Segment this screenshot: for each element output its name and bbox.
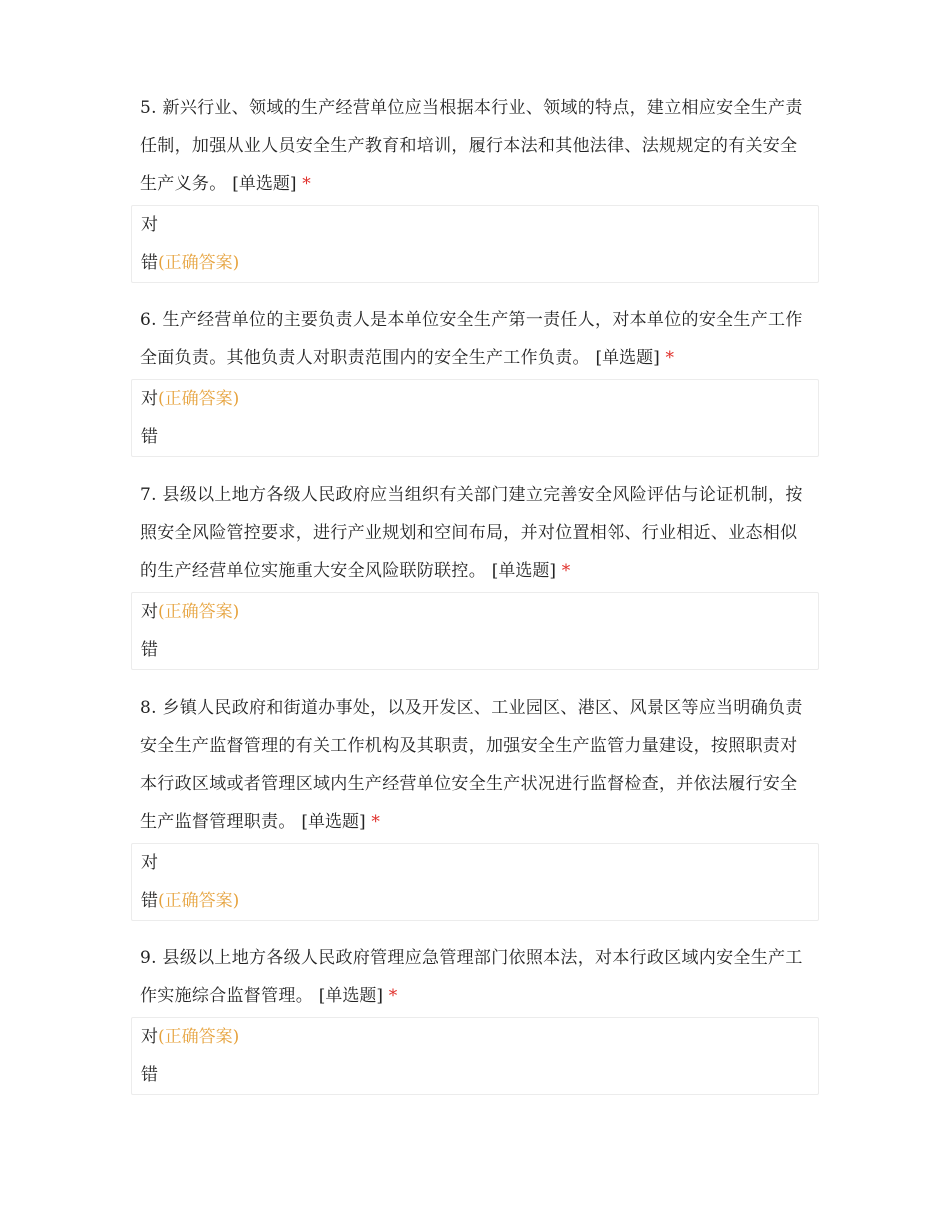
required-mark: * [561, 561, 571, 581]
question-type: [单选题] [301, 812, 366, 832]
options-box [131, 205, 819, 283]
option-true[interactable]: 对 [141, 215, 158, 235]
options-box [131, 592, 819, 670]
option-true[interactable]: 对(正确答案) [141, 1027, 240, 1047]
correct-answer-mark: (正确答案) [158, 389, 240, 409]
option-false[interactable]: 错 [141, 640, 158, 660]
option-false[interactable]: 错 [141, 1065, 158, 1085]
question-text: 8. 乡镇人民政府和街道办事处，以及开发区、工业园区、港区、风景区等应当明确负责安全生产监督管理的有关工作机构及其职责，加强安全生产监管力量建设，按照职责对本行政区域或者管理区域内生产经营单位安全生产状况进行监督检查，并依法履行安全生产监督管理职责。 [单选题] * [140, 698, 803, 832]
correct-answer-mark: (正确答案) [158, 602, 240, 622]
question-7 [131, 476, 819, 670]
options-box [131, 379, 819, 457]
question-6 [131, 301, 819, 457]
correct-answer-mark: (正确答案) [158, 253, 240, 273]
question-5 [131, 89, 819, 283]
question-text: 9. 县级以上地方各级人民政府管理应急管理部门依照本法，对本行政区域内安全生产工作实施综合监督管理。 [单选题] * [140, 948, 803, 1006]
required-mark: * [302, 174, 312, 194]
correct-answer-mark: (正确答案) [158, 891, 240, 911]
option-true[interactable]: 对(正确答案) [141, 602, 240, 622]
question-type: [单选题] [491, 561, 556, 581]
question-type: [单选题] [232, 174, 297, 194]
options-box [131, 843, 819, 921]
question-type: [单选题] [318, 986, 383, 1006]
question-text: 7. 县级以上地方各级人民政府应当组织有关部门建立完善安全风险评估与论证机制，按照安全风险管控要求，进行产业规划和空间布局，并对位置相邻、行业相近、业态相似的生产经营单位实施重大安全风险联防联控。 [单选题] * [140, 485, 803, 581]
required-mark: * [388, 986, 398, 1006]
correct-answer-mark: (正确答案) [158, 1027, 240, 1047]
option-false[interactable]: 错 [141, 427, 158, 447]
option-true[interactable]: 对(正确答案) [141, 389, 240, 409]
question-8 [131, 689, 819, 921]
question-9 [131, 939, 819, 1095]
required-mark: * [371, 812, 381, 832]
option-true[interactable]: 对 [141, 853, 158, 873]
required-mark: * [665, 348, 675, 368]
option-false[interactable]: 错(正确答案) [141, 253, 240, 273]
option-false[interactable]: 错(正确答案) [141, 891, 240, 911]
question-text: 6. 生产经营单位的主要负责人是本单位安全生产第一责任人，对本单位的安全生产工作全面负责。其他负责人对职责范围内的安全生产工作负责。 [单选题] * [140, 310, 803, 368]
options-box [131, 1017, 819, 1095]
question-type: [单选题] [595, 348, 660, 368]
question-text: 5. 新兴行业、领域的生产经营单位应当根据本行业、领域的特点，建立相应安全生产责任制，加强从业人员安全生产教育和培训，履行本法和其他法律、法规规定的有关安全生产义务。 [单选题] * [140, 98, 803, 194]
